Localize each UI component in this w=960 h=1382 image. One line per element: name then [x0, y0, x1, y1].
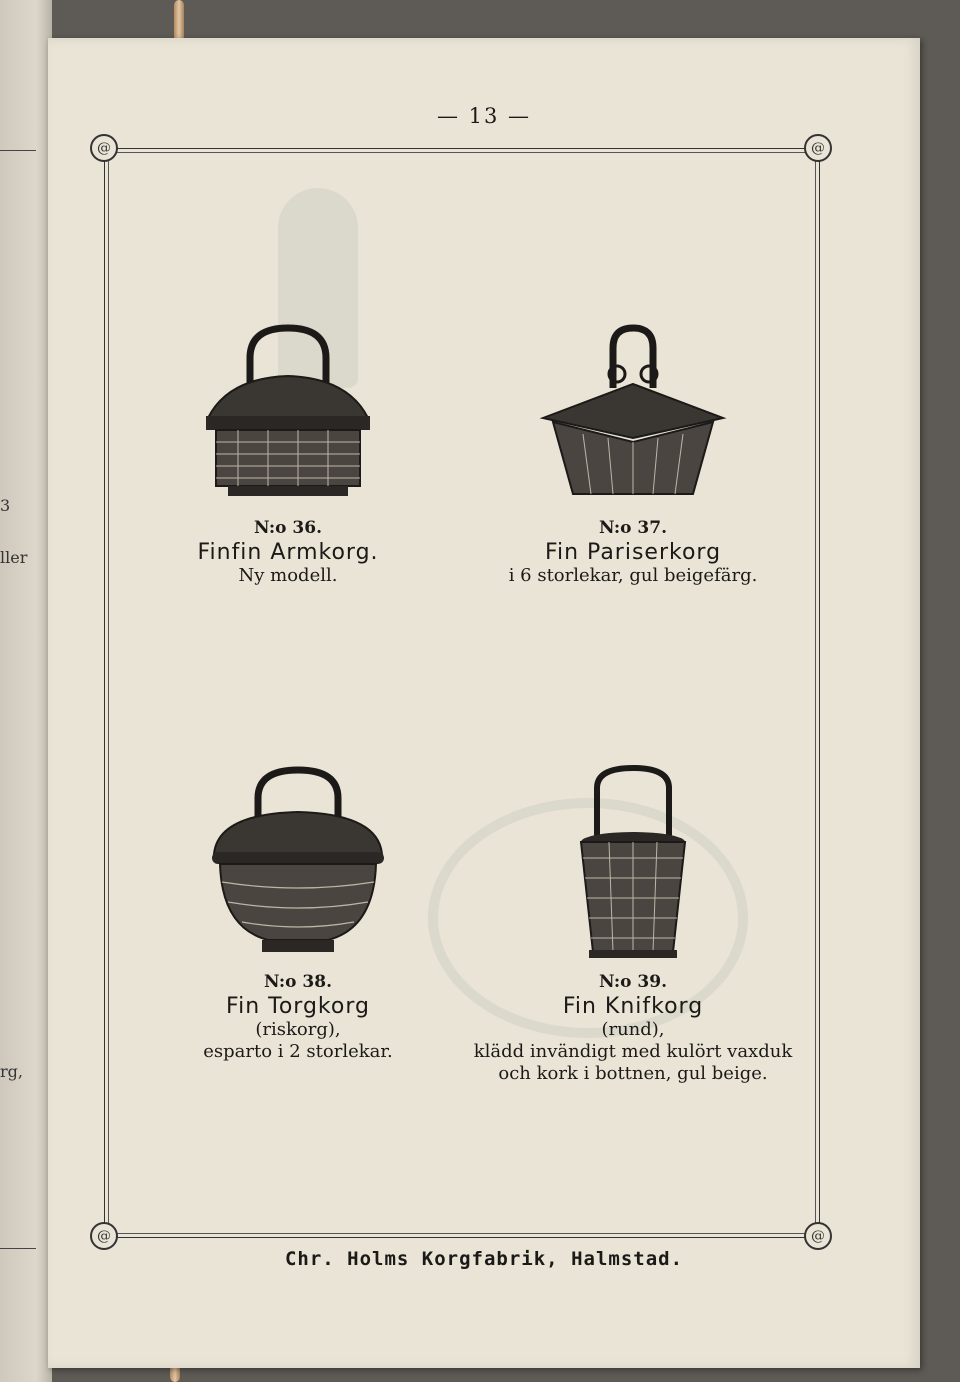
left-page-rule: [0, 1248, 36, 1249]
item-number: N:o 37.: [598, 518, 668, 538]
left-page-fragment: 3: [0, 496, 11, 515]
item-description: (riskorg),: [255, 1019, 341, 1040]
page-number: — 13 —: [436, 104, 532, 128]
item-description: esparto i 2 storlekar.: [203, 1041, 393, 1062]
item-description: klädd invändigt med kulört vaxduk: [473, 1041, 793, 1062]
left-page-rule: [0, 150, 36, 151]
catalog-item: [448, 758, 818, 1085]
corner-ornament-icon: @: [804, 1222, 832, 1250]
item-name: Fin Pariserkorg: [544, 540, 722, 565]
item-name: Finfin Armkorg.: [197, 540, 379, 565]
catalog-item: [158, 318, 418, 587]
item-number: N:o 36.: [253, 518, 323, 538]
item-description: i 6 storlekar, gul beigefärg.: [508, 565, 758, 586]
item-description: och kork i bottnen, gul beige.: [498, 1063, 768, 1084]
publisher-footer: Chr. Holms Korgfabrik, Halmstad.: [284, 1248, 684, 1270]
item-name: Fin Torgkorg: [226, 994, 370, 1019]
knifkorg-basket-icon: [563, 758, 703, 968]
item-name: Fin Knifkorg: [562, 994, 704, 1019]
torgkorg-basket-icon: [198, 758, 398, 968]
item-description: Ny modell.: [238, 565, 338, 586]
armkorg-basket-icon: [188, 318, 388, 514]
item-number: N:o 38.: [263, 972, 333, 992]
catalog-page: [48, 38, 920, 1368]
corner-ornament-icon: @: [90, 134, 118, 162]
pariserkorg-basket-icon: [523, 318, 743, 514]
left-page-fragment: ller: [0, 548, 28, 567]
corner-ornament-icon: @: [804, 134, 832, 162]
item-number: N:o 39.: [598, 972, 668, 992]
corner-ornament-icon: @: [90, 1222, 118, 1250]
item-description: (rund),: [601, 1019, 665, 1040]
left-page-edge: [0, 0, 52, 1382]
catalog-item: [158, 758, 438, 1063]
left-page-fragment: rg,: [0, 1062, 23, 1081]
catalog-item: [468, 318, 798, 587]
